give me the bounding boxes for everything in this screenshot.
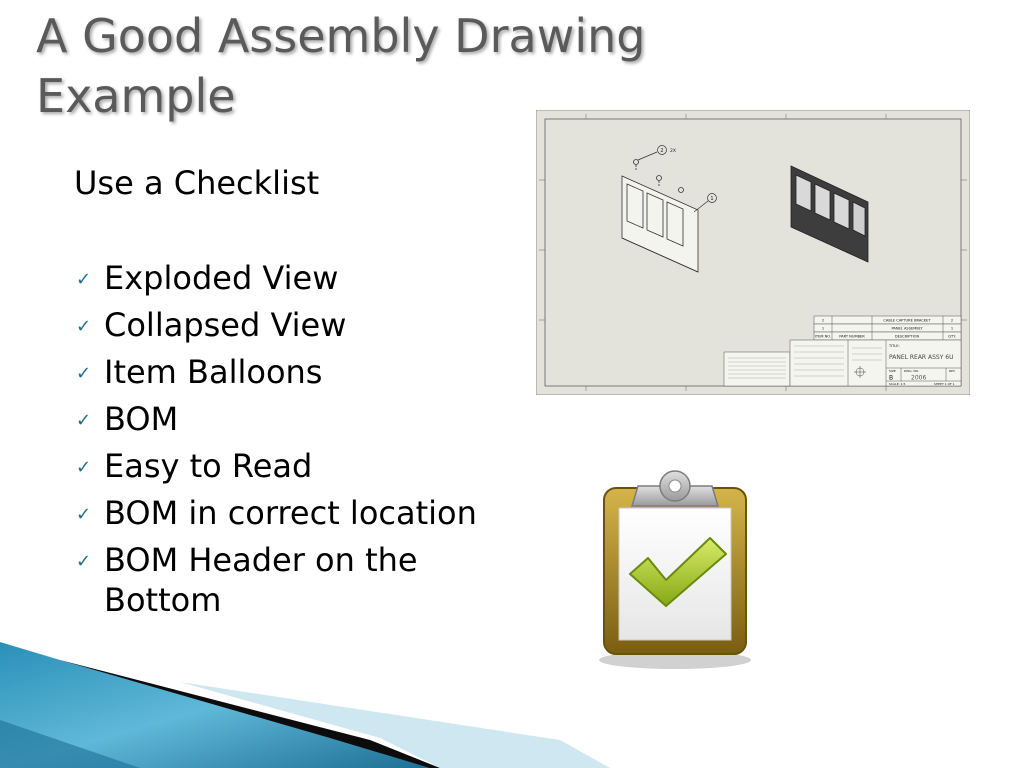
checklist-item-label: Exploded View — [104, 259, 339, 297]
checklist-item — [74, 399, 494, 439]
bom-cell: PANEL ASSEMBLY — [891, 326, 923, 331]
checklist-item — [74, 352, 494, 392]
checklist-item — [74, 305, 494, 345]
checklist-item-label: Item Balloons — [104, 353, 323, 391]
checkmark-bullet-icon: ✓ — [76, 504, 92, 525]
checkmark-bullet-icon: ✓ — [76, 363, 92, 384]
rev-label: REV — [949, 369, 956, 373]
checklist-item-label: BOM — [104, 400, 179, 438]
balloon-number: 1 — [710, 196, 714, 202]
checklist-item-label: BOM Header on the Bottom — [104, 541, 418, 619]
bom-cell: 2 — [950, 318, 954, 323]
checklist-item-label: Collapsed View — [104, 306, 347, 344]
bom-header-cell: DESCRIPTION — [894, 334, 920, 339]
checkmark-bullet-icon: ✓ — [76, 410, 92, 431]
slide-title: A Good Assembly Drawing Example — [36, 9, 646, 123]
bom-cell: 1 — [950, 326, 954, 331]
bom-header-cell: ITEM NO. — [814, 334, 832, 339]
checkmark-bullet-icon: ✓ — [76, 316, 92, 337]
title-label: TITLE: — [889, 344, 900, 348]
size-label: SIZE — [889, 369, 896, 373]
decorative-wave — [0, 620, 1024, 768]
dwg-no-label: DWG. NO. — [904, 369, 919, 373]
bom-cell: 1 — [821, 326, 825, 331]
bom-cell: 2 — [821, 318, 825, 323]
checklist-item — [74, 493, 494, 533]
checklist-item-label: Easy to Read — [104, 447, 313, 485]
assembly-drawing-image — [536, 110, 970, 395]
drawing-title: PANEL REAR ASSY 6U — [889, 354, 954, 361]
quantity-note: 2X — [670, 149, 676, 154]
sheet-size: B — [889, 374, 894, 382]
checkmark-bullet-icon: ✓ — [76, 551, 92, 572]
checklist — [74, 258, 494, 627]
checklist-heading: Use a Checklist — [74, 164, 320, 202]
checklist-item — [74, 540, 494, 620]
checklist-item — [74, 258, 494, 298]
bom-cell: CABLE CAPTURE BRACKET — [883, 318, 931, 323]
bom-header-cell: PART NUMBER — [839, 334, 865, 339]
bom-header-cell: QTY. — [948, 334, 956, 339]
checklist-item — [74, 446, 494, 486]
checklist-item-label: BOM in correct location — [104, 494, 477, 532]
scale-label: SCALE: 1:5 — [889, 382, 906, 386]
checkmark-bullet-icon: ✓ — [76, 269, 92, 290]
checkmark-bullet-icon: ✓ — [76, 457, 92, 478]
drawing-number: 2006 — [911, 374, 927, 382]
sheet-label: SHEET 1 OF 1 — [934, 382, 955, 386]
balloon-number: 2 — [660, 148, 664, 154]
